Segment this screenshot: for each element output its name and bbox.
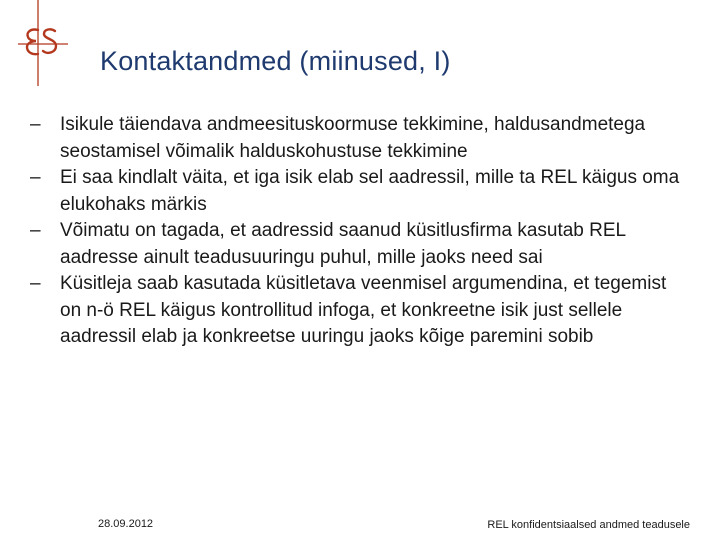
bullet-text: Võimatu on tagada, et aadressid saanud küsitlusfirma kasutab REL aadresse ainult teadusuuringu puhul, mille jaoks need sai: [60, 220, 626, 268]
es-monogram-logo: [18, 0, 68, 86]
bullet-dash: –: [30, 167, 41, 188]
bullet-list: [30, 112, 690, 351]
footer-date: 28.09.2012: [98, 518, 154, 530]
list-item: [30, 165, 690, 218]
bullet-dash: –: [30, 220, 41, 241]
bullet-text: Isikule täiendava andmeesituskoormuse tekkimine, haldusandmetega seostamisel võimalik halduskohustuse tekkimine: [60, 114, 646, 162]
list-item: [30, 218, 690, 271]
footer-caption: REL konfidentsiaalsed andmed teadusele: [487, 519, 690, 531]
list-item: [30, 112, 690, 165]
list-item: [30, 271, 690, 351]
bullet-text: Ei saa kindlalt väita, et iga isik elab sel aadressil, mille ta REL käigus oma elukohaks märkis: [60, 167, 680, 215]
bullet-text: Küsitleja saab kasutada küsitletava veenmisel argumendina, et tegemist on n-ö REL käigus kontrollitud infoga, et konkreetne isik just sellele aadressil elab ja konkreetse uuringu jaoks kõige paremini sobib: [60, 273, 667, 347]
page-title: Kontaktandmed (miinused, I): [100, 46, 451, 76]
bullet-dash: –: [30, 114, 41, 135]
bullet-dash: –: [30, 273, 41, 294]
